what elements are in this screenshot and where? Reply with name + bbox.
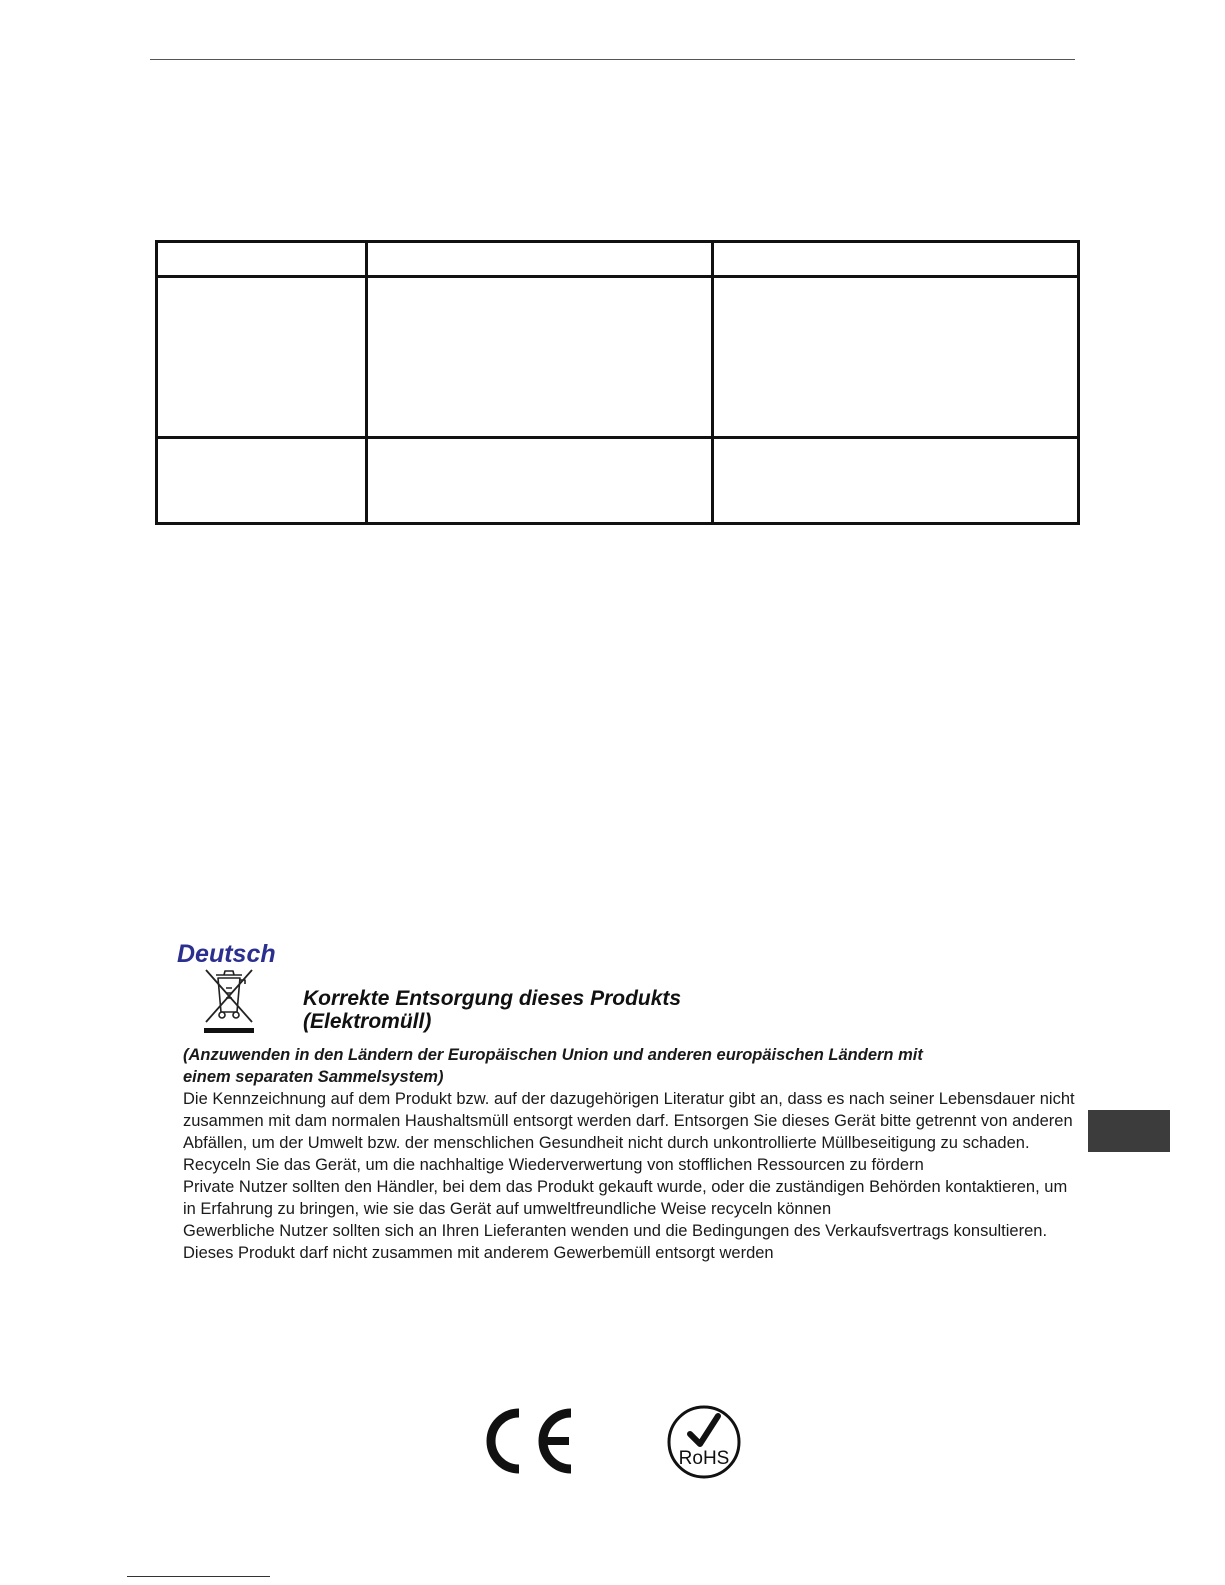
table-row xyxy=(157,242,1079,277)
table-cell xyxy=(157,438,367,524)
rohs-check-icon xyxy=(666,1404,742,1480)
crossed-out-wheelie-bin-icon xyxy=(202,966,256,1036)
table-cell xyxy=(713,242,1079,277)
language-heading: Deutsch xyxy=(177,940,276,968)
empty-table xyxy=(155,240,1080,525)
paragraph-3: Gewerbliche Nutzer sollten sich an Ihren Lieferanten wenden und die Bedingungen des Verkaufsvertrags konsultieren. Dieses Produkt darf nicht zusammen mit anderem Gewerbemüll entsorgt werden xyxy=(183,1222,1048,1262)
ce-mark-icon xyxy=(475,1405,575,1477)
section-title-line-2: (Elektromüll) xyxy=(303,1010,432,1033)
applicability-note xyxy=(183,1044,1083,1088)
applicability-line-2: einem separaten Sammelsystem) xyxy=(183,1068,444,1086)
rohs-mark xyxy=(666,1404,742,1480)
header-rule xyxy=(150,59,1075,60)
rohs-label: RoHS xyxy=(678,1448,730,1469)
table-cell xyxy=(157,242,367,277)
table-cell xyxy=(367,277,713,438)
table-row xyxy=(157,438,1079,524)
table-cell xyxy=(713,277,1079,438)
table-cell xyxy=(367,242,713,277)
paragraph-1: Die Kennzeichnung auf dem Produkt bzw. auf der dazugehörigen Literatur gibt an, dass es nach seiner Lebensdauer nicht zusammen mit dam normalen Haushaltsmüll entsorgt werden darf. Entsorgen Sie dieses Gerät bitte getrennt von anderen Abfällen, um der Umwelt bzw. der menschlichen Gesundheit nicht durch unkontrollierte Müllbeseitigung zu schaden. Recyceln Sie das Gerät, um die nachhaltige Wiederverwertung von stofflichen Ressourcen zu fördern xyxy=(183,1090,1075,1174)
table-cell xyxy=(713,438,1079,524)
table-row xyxy=(157,277,1079,438)
paragraph-2: Private Nutzer sollten den Händler, bei dem das Produkt gekauft wurde, oder die zuständigen Behörden kontaktieren, um in Erfahrung zu bringen, wie sie das Gerät auf umweltfreundliche Weise recyceln können xyxy=(183,1178,1068,1218)
applicability-line-1: (Anzuwenden in den Ländern der Europäischen Union und anderen europäischen Ländern mit xyxy=(183,1046,923,1064)
table-cell xyxy=(157,277,367,438)
section-title-line-1: Korrekte Entsorgung dieses Produkts xyxy=(303,987,682,1010)
table-cell xyxy=(367,438,713,524)
disposal-body xyxy=(183,1044,1083,1264)
side-tab xyxy=(1088,1110,1170,1152)
footer-rule xyxy=(127,1576,270,1577)
section-title xyxy=(303,987,681,1033)
